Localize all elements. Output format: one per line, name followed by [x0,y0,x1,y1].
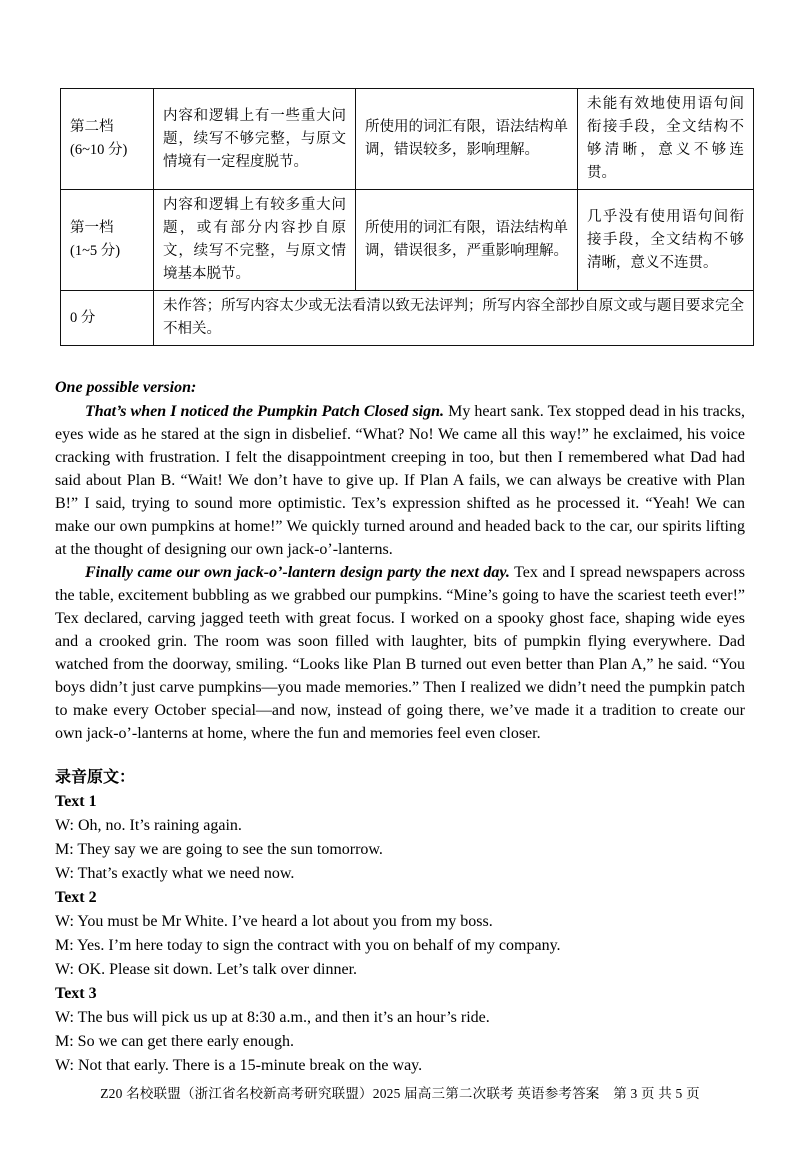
essay-paragraph-1-lead: That’s when I noticed the Pumpkin Patch Closed sign. [85,403,445,420]
rubric-band2-score: (6~10 分) [70,142,128,158]
transcript-text3-line-1: W: The bus will pick us up at 8:30 a.m., and then it’s an hour’s ride. [55,1009,490,1026]
transcript-text1-title: Text 1 [55,793,97,810]
rubric-band1-score: (1~5 分) [70,243,121,259]
rubric-band2-content-cell: 内容和逻辑上有一些重大问题，续写不够完整，与原文情境有一定程度脱节。 [154,89,356,190]
rubric-band2-language-cell: 所使用的词汇有限，语法结构单调，错误较多，影响理解。 [356,89,578,190]
rubric-band1-cell [61,190,154,291]
rubric-row-band2 [61,89,754,190]
page-footer: Z20 名校联盟（浙江省名校新高考研究联盟）2025 届高三第二次联考 英语参考答案 第 3 页 共 5 页 [100,1086,700,1101]
rubric-row-band1 [61,190,754,291]
rubric-zero-description-cell: 未作答；所写内容太少或无法看清以致无法评判；所写内容全部抄自原文或与题目要求完全不相关。 [154,291,754,346]
rubric-row-zero [61,291,754,346]
scoring-rubric-table [60,88,754,346]
transcript-text1-line-2: M: They say we are going to see the sun tomorrow. [55,841,383,858]
essay-paragraph-1 [55,400,745,561]
transcript-text1-line-3: W: That’s exactly what we need now. [55,865,295,882]
transcript-text2-line-2: M: Yes. I’m here today to sign the contract with you on behalf of my company. [55,937,561,954]
transcript-text3-line-3: W: Not that early. There is a 15-minute break on the way. [55,1057,423,1074]
transcript-section [55,766,745,1078]
rubric-band1-cohesion-cell: 几乎没有使用语句间衔接手段，全文结构不够清晰，意义不连贯。 [578,190,754,291]
transcript-text2-line-1: W: You must be Mr White. I’ve heard a lot about you from my boss. [55,913,493,930]
page-content [55,88,745,1078]
rubric-band2-label: 第二档 [70,119,114,135]
transcript-text1-line-1: W: Oh, no. It’s raining again. [55,817,242,834]
essay-paragraph-2-lead: Finally came our own jack-o’-lantern design party the next day. [85,564,510,581]
essay-heading: One possible version: [55,379,197,396]
essay-paragraph-1-body: My heart sank. Tex stopped dead in his tracks, eyes wide as he stared at the sign in disbelief. “What? No! We came all this way!” he exclaimed, his voice cracking with frustration. I felt the disappointment creeping in too, but then I remembered what Dad had said about Plan B. “Wait! We don’t have to give up. If Plan A fails, we can always be creative with Plan B!” I said, trying to sound more optimistic. Tex’s expression shifted as he processed it. “Yeah! We can make our own pumpkins at home!” We quickly turned around and headed back to the car, our spirits lifting at the thought of designing our own jack-o’-lanterns. [55,403,746,558]
rubric-band2-cell [61,89,154,190]
rubric-band1-content-cell: 内容和逻辑上有较多重大问题，或有部分内容抄自原文，续写不完整，与原文情境基本脱节。 [154,190,356,291]
rubric-band1-language-cell: 所使用的词汇有限，语法结构单调，错误很多，严重影响理解。 [356,190,578,291]
transcript-text2-title: Text 2 [55,889,97,906]
transcript-text3-title: Text 3 [55,985,97,1002]
transcript-text3-line-2: M: So we can get there early enough. [55,1033,295,1050]
transcript-heading: 录音原文： [55,769,136,786]
essay-paragraph-2-body: Tex and I spread newspapers across the table, excitement bubbling as we grabbed our pumpkins. “Mine’s going to have the scariest teeth ever!” Tex declared, carving jagged teeth with great focus. I worked on a spooky ghost face, shaping wide eyes and a crooked grin. The room was soon filled with laughter, bits of pumpkin flying everywhere. Dad watched from the doorway, smiling. “Looks like Plan B turned out even better than Plan A,” he said. “You boys didn’t just carve pumpkins—you made memories.” Then I realized we didn’t need the pumpkin patch to make every October special—and now, instead of going there, we’ve made it a tradition to create our own jack-o’-lanterns at home, where the fun and memories feel even closer. [55,564,746,742]
transcript-text2-line-3: W: OK. Please sit down. Let’s talk over dinner. [55,961,358,978]
rubric-zero-cell: 0 分 [61,291,154,346]
rubric-band1-label: 第一档 [70,220,114,236]
rubric-band2-cohesion-cell: 未能有效地使用语句间衔接手段，全文结构不够清晰，意义不够连贯。 [578,89,754,190]
essay-paragraph-2 [55,561,745,745]
